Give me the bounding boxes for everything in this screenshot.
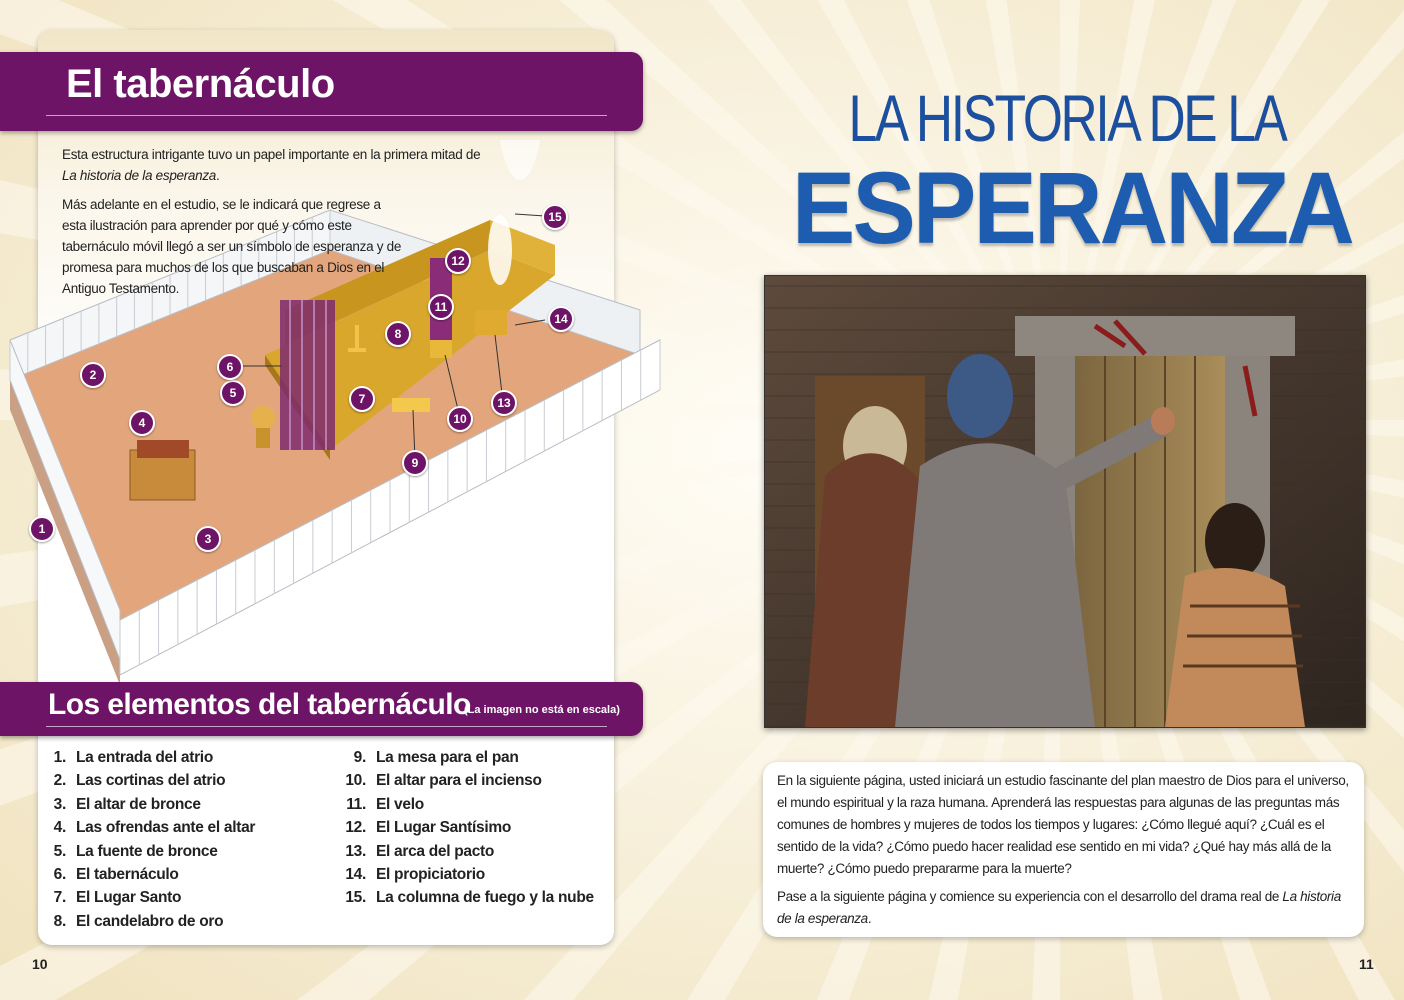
elements-title: Los elementos del tabernáculo: [48, 688, 471, 721]
list-item: [36, 866, 255, 889]
list-item: [36, 749, 255, 772]
callout-6: 6: [217, 354, 243, 380]
item-label: El tabernáculo: [76, 865, 179, 883]
callout-1: 1: [29, 516, 55, 542]
item-number: 15.: [345, 889, 366, 907]
intro-paragraph-1: [62, 144, 482, 186]
item-number: 5.: [53, 842, 66, 860]
item-number: 10.: [345, 772, 366, 790]
intro-paragraph: En la siguiente página, usted iniciará un estudio fascinante del plan maestro de Dios para el universo, el mundo espiritual y la raza humana. Aprenderá las respuestas para algunas de las preguntas más comunes de hombres y mujeres de todos los tiempos y lugares: ¿Cómo llegué aquí? ¿Cuál es el sentido de la vida? ¿Cómo puedo hacer realidad ese sentido en mi vida? ¿Qué hay más allá de la muerte? ¿Cómo puedo prepararme para la muerte?: [777, 773, 1349, 876]
call-to-action-paragraph: [777, 886, 1355, 930]
page-number-right: 11: [1359, 956, 1374, 972]
item-number: 11.: [346, 795, 366, 813]
passover-photo: [764, 275, 1366, 728]
item-number: 9.: [353, 749, 366, 766]
page-number-left: 10: [32, 956, 48, 972]
list-item: [36, 772, 255, 795]
item-label: El altar para el incienso: [376, 772, 542, 790]
item-label: El propiciatorio: [376, 865, 485, 883]
list-item: [336, 772, 594, 795]
elements-rule: [46, 726, 607, 727]
callout-2: 2: [80, 362, 106, 388]
item-number: 8.: [53, 912, 66, 930]
list-item: [36, 843, 255, 866]
list-item: [336, 749, 594, 772]
callout-5: 5: [220, 380, 246, 406]
elements-list-right: [336, 749, 594, 913]
heading-title: ESPERANZA: [792, 151, 1352, 265]
cta-text: Pase a la siguiente página y comience su experiencia con el desarrollo del drama real de: [777, 889, 1283, 904]
item-label: El Lugar Santísimo: [376, 819, 511, 837]
cta-book-title: La historia de la esperanza: [777, 889, 1341, 926]
heading-subtitle: LA HISTORIA DE LA: [848, 81, 1286, 155]
page-title: El tabernáculo: [66, 62, 335, 106]
list-item: [336, 889, 594, 912]
callout-3: 3: [195, 526, 221, 552]
callout-8: 8: [385, 321, 411, 347]
callout-9: 9: [402, 450, 428, 476]
list-item: [36, 796, 255, 819]
item-number: 7.: [53, 889, 66, 907]
intro-text: Esta estructura intrigante tuvo un papel importante en la primera mitad de: [62, 147, 481, 162]
item-number: 2.: [53, 772, 66, 790]
callout-4: 4: [129, 410, 155, 436]
item-number: 4.: [53, 819, 66, 837]
item-number: 6.: [53, 865, 66, 883]
item-number: 1.: [53, 749, 66, 766]
item-number: 12.: [345, 819, 366, 837]
item-label: El arca del pacto: [376, 842, 495, 860]
item-label: El Lugar Santo: [76, 889, 182, 907]
item-label: El velo: [376, 795, 424, 813]
intro-end: .: [216, 168, 220, 183]
item-label: La fuente de bronce: [76, 842, 218, 860]
title-banner: [0, 52, 643, 131]
cta-end: .: [867, 911, 872, 926]
callout-7: 7: [349, 386, 375, 412]
item-label: Las cortinas del atrio: [76, 772, 226, 790]
callout-13: 13: [491, 390, 517, 416]
item-label: La entrada del atrio: [76, 749, 213, 766]
item-label: Las ofrendas ante el altar: [76, 819, 256, 837]
item-number: 13.: [345, 842, 366, 860]
item-label: La columna de fuego y la nube: [376, 889, 594, 907]
intro-paragraph-2: Más adelante en el estudio, se le indicará que regrese a esta ilustración para aprender por qué y cómo este tabernáculo móvil llegó a ser un símbolo de esperanza y de promesa para muchos de los que buscaban a Dios en el Antiguo Testamento.: [62, 197, 402, 296]
list-item: [336, 819, 594, 842]
item-label: El altar de bronce: [76, 795, 201, 813]
intro-book-title: La historia de la esperanza: [62, 168, 217, 183]
list-item: [336, 843, 594, 866]
item-number: 3.: [53, 795, 66, 813]
callout-15: 15: [542, 204, 568, 230]
list-item: [336, 796, 594, 819]
item-label: La mesa para el pan: [376, 749, 519, 766]
item-label: El candelabro de oro: [76, 912, 224, 930]
list-item: [336, 866, 594, 889]
item-number: 14.: [345, 865, 366, 883]
intro-panel: [763, 762, 1364, 937]
list-item: [36, 913, 255, 936]
elements-list-left: [36, 749, 255, 936]
list-item: [36, 889, 255, 912]
list-item: [36, 819, 255, 842]
callout-10: 10: [447, 406, 473, 432]
scale-note: (La imagen no está en escala): [464, 704, 620, 716]
callout-11: 11: [428, 294, 454, 320]
title-rule: [46, 115, 607, 116]
callout-12: 12: [445, 248, 471, 274]
elements-banner: [0, 682, 643, 736]
callout-14: 14: [548, 306, 574, 332]
